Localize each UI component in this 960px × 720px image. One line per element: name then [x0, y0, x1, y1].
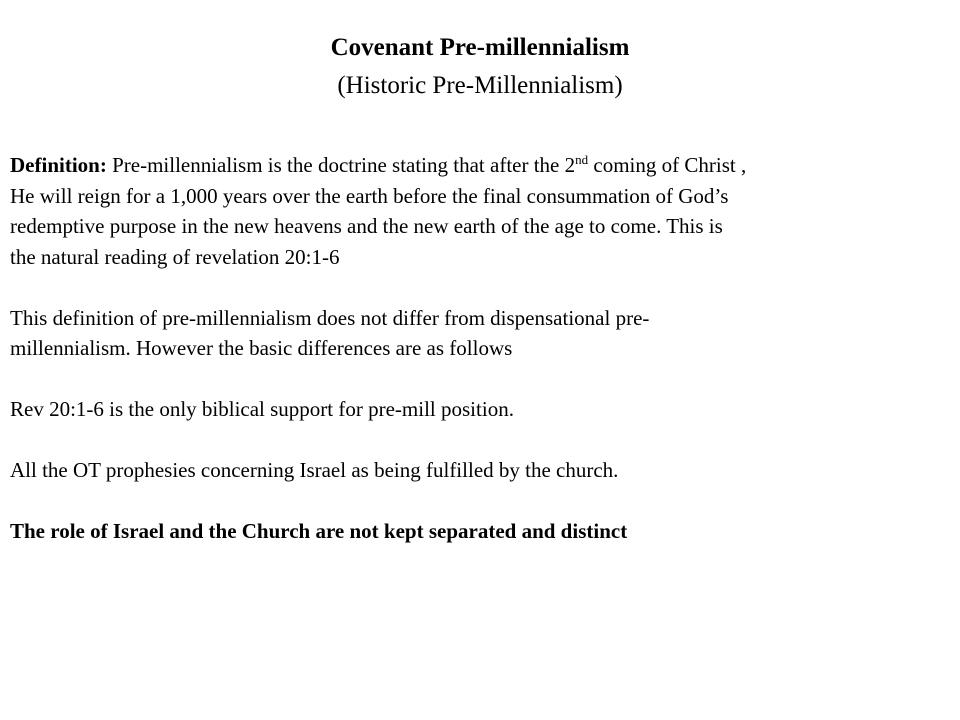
slide-subtitle: (Historic Pre-Millennialism) [337, 72, 623, 99]
definition-line-3: redemptive purpose in the new heavens and the new earth of the age to come. This is [10, 214, 723, 238]
definition-text-start: Pre-millennialism is the doctrine stating that after the 2 [106, 153, 576, 177]
difference-point-2: All the OT prophesies concerning Israel as being fulfilled by the church. [10, 458, 619, 482]
definition-label: Definition: [10, 153, 107, 177]
comparison-paragraph [10, 303, 955, 364]
slide-title: Covenant Pre-millennialism [330, 34, 630, 61]
definition-text-line1-end: coming of Christ , [588, 153, 747, 177]
comparison-line-1: This definition of pre-millennialism does not differ from dispensational pre- [10, 305, 650, 330]
comparison-line-2: millennialism. However the basic differences are as follows [10, 336, 513, 360]
slide-body [10, 150, 955, 547]
ordinal-superscript: nd [575, 152, 589, 167]
difference-point-1: Rev 20:1-6 is the only biblical support for pre-mill position. [10, 397, 514, 421]
difference-point-3: The role of Israel and the Church are not kept separated and distinct [10, 519, 628, 543]
definition-paragraph [10, 150, 955, 272]
definition-line-2: He will reign for a 1,000 years over the earth before the final consummation of God’s [10, 183, 729, 208]
definition-line-4: the natural reading of revelation 20:1-6 [10, 244, 340, 269]
